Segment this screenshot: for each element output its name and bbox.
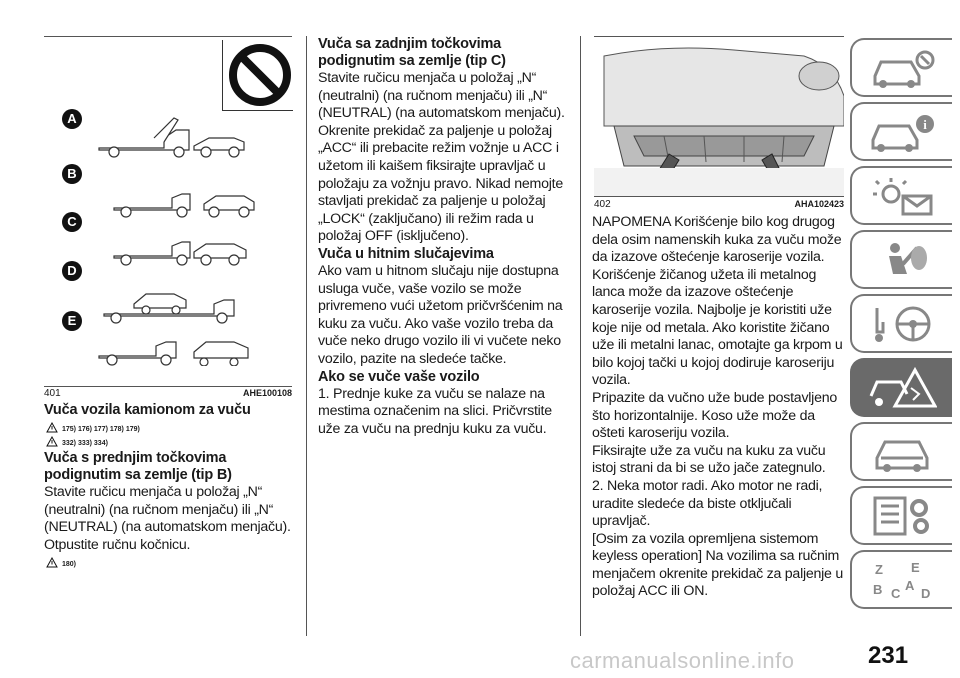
tow-illustrations xyxy=(94,116,294,366)
warning-triangle-icon xyxy=(46,436,58,447)
paragraph-fix-rope: Fiksirajte uže za vuču na kuku za vuču istoj strani da bi se užo jače zategnulo. xyxy=(592,442,826,477)
warning-ref-1: 175) 176) 177) 178) 179) xyxy=(46,422,294,433)
heading-if-towed: Ako se vuče vaše vozilo xyxy=(318,368,480,385)
airbag-icon xyxy=(867,238,937,282)
figure-402-code: AHA102423 xyxy=(794,199,844,209)
heading-front-lift: Vuča s prednjim točkovima podignutim sa zemlje (tip B) xyxy=(44,450,232,483)
figure-401-caption xyxy=(44,388,292,399)
svg-text:Z: Z xyxy=(875,561,883,577)
svg-text:D: D xyxy=(921,585,931,601)
paragraph-note: NAPOMENA Korišćenje bilo kog drugog dela osim namenskih kuka za vuču može da izazove oštećenje karoserije vozila. xyxy=(592,214,842,266)
tab-car-info-i[interactable] xyxy=(850,102,952,161)
warning-triangle-icon xyxy=(46,557,58,568)
figure-402 xyxy=(594,36,844,196)
figure-401 xyxy=(44,36,292,386)
paragraph-keyless: [Osim za vozila opremljena sistemom keyless operation] Na vozilima sa ručnim menjačem okrenite prekidač za paljenje u položaj ACC ili ON. xyxy=(592,530,844,600)
prohibited-sign xyxy=(222,40,293,111)
column-divider-2 xyxy=(580,36,581,636)
svg-text:i: i xyxy=(923,116,927,132)
tab-airbag[interactable] xyxy=(850,230,952,289)
column-2 xyxy=(318,36,568,438)
column-1 xyxy=(44,402,294,571)
heading-emergency: Vuča u hitnim slučajevima xyxy=(318,245,494,262)
car-info-i-icon xyxy=(867,110,937,154)
warning-ref-2: 332) 333) 334) xyxy=(46,436,294,447)
steering-key-icon xyxy=(867,302,937,346)
alphabet-index-icon xyxy=(867,558,937,602)
tab-warning-lights[interactable] xyxy=(850,166,952,225)
heading-truck-tow: Vuča vozila kamionom za vuču xyxy=(44,402,251,418)
figure-401-code: AHE100108 xyxy=(242,388,292,398)
tab-car-maintenance[interactable] xyxy=(850,422,952,481)
column-3 xyxy=(592,214,844,601)
warning-ref-3: 180) xyxy=(46,557,294,568)
tab-emergency[interactable] xyxy=(850,358,952,417)
figure-402-label: 402 xyxy=(594,199,611,210)
tab-alphabet-index[interactable] xyxy=(850,550,952,609)
tab-car-info[interactable] xyxy=(850,38,952,97)
svg-text:E: E xyxy=(911,559,920,575)
svg-text:B: B xyxy=(873,581,883,597)
warning-triangle-icon xyxy=(46,422,58,433)
paragraph-rear-lift: Stavite ručicu menjača u položaj „N“ (neutralni) (na ručnom menjaču) ili „N“ (NEUTRAL) (na automatskom menjaču). Okrenite prekidač za paljenje u položaj „ACC“ ili prebacite režim vožnje u ACC i užetom ili kaišem fiksirajte upravljač u položaju za vožnju pravo. Nikad nemojte stavljati prekidač za paljenje u položaj „LOCK“ (zaključano) ili režim rada u položaj OFF (isključeno). xyxy=(318,70,565,245)
paragraph-emergency: Ako vam u hitnom slučaju nije dostupna usluga vuče, vaše vozilo se može privremeno vući užetom pričvršćenim na kuku za vuču. Ako vaše vozilo treba da vuče neko drugo vozilo ili vi vučete neko vozilo, pazite na sledeće tačke. xyxy=(318,262,563,367)
letter-e: E xyxy=(62,311,82,331)
watermark: carmanualsonline.info xyxy=(570,648,795,673)
warning-lights-icon xyxy=(867,174,937,218)
chapter-tabs xyxy=(850,38,954,614)
tab-settings-list[interactable] xyxy=(850,486,952,545)
paragraph-if-towed: 1. Prednje kuke za vuču se nalaze na mestima označenim na slici. Pričvrstite uže za vuču na prednju kuku za vuču. xyxy=(318,385,552,437)
emergency-triangle-icon xyxy=(867,366,937,410)
letter-b: B xyxy=(62,164,82,184)
figure-402-caption xyxy=(594,199,844,210)
svg-text:A: A xyxy=(905,577,915,593)
letter-d: D xyxy=(62,261,82,281)
settings-list-icon xyxy=(867,494,937,538)
letter-a: A xyxy=(62,109,82,129)
page-number: 231 xyxy=(868,642,909,669)
letter-c: C xyxy=(62,212,82,232)
car-info-icon xyxy=(867,46,937,90)
car-maintenance-icon xyxy=(867,430,937,474)
paragraph-horizontal: Pripazite da vučno uže bude postavljeno što horizontalnije. Koso uže može da ošteti karoseriju vozila. xyxy=(592,389,838,442)
vehicle-underside-photo xyxy=(594,36,844,196)
figure-401-label: 401 xyxy=(44,388,61,399)
svg-text:C: C xyxy=(891,585,901,601)
tab-steering-key[interactable] xyxy=(850,294,952,353)
heading-rear-lift: Vuča sa zadnjim točkovima podignutim sa zemlje (tip C) xyxy=(318,36,506,69)
paragraph-engine: 2. Neka motor radi. Ako motor ne radi, uradite sledeće da biste otključali upravljač. xyxy=(592,477,823,530)
paragraph-front-lift: Stavite ručicu menjača u položaj „N“ (neutralni) (na ručnom menjaču) ili „N“ (NEUTRAL) (na automatskom menjaču). Otpustite ručnu kočnicu. xyxy=(44,484,291,553)
column-divider-1 xyxy=(306,36,307,636)
paragraph-wire-rope: Korišćenje žičanog užeta ili metalnog lanca može da izazove oštećenje karoserije vozila. Najbolje je koristiti uže koje nije od metala. Ako koristite žičano uže ili metalni lanac, omotajte ga krpom u bilo kojoj tački u kojoj dodiruje karoseriju vozila. xyxy=(592,266,843,389)
